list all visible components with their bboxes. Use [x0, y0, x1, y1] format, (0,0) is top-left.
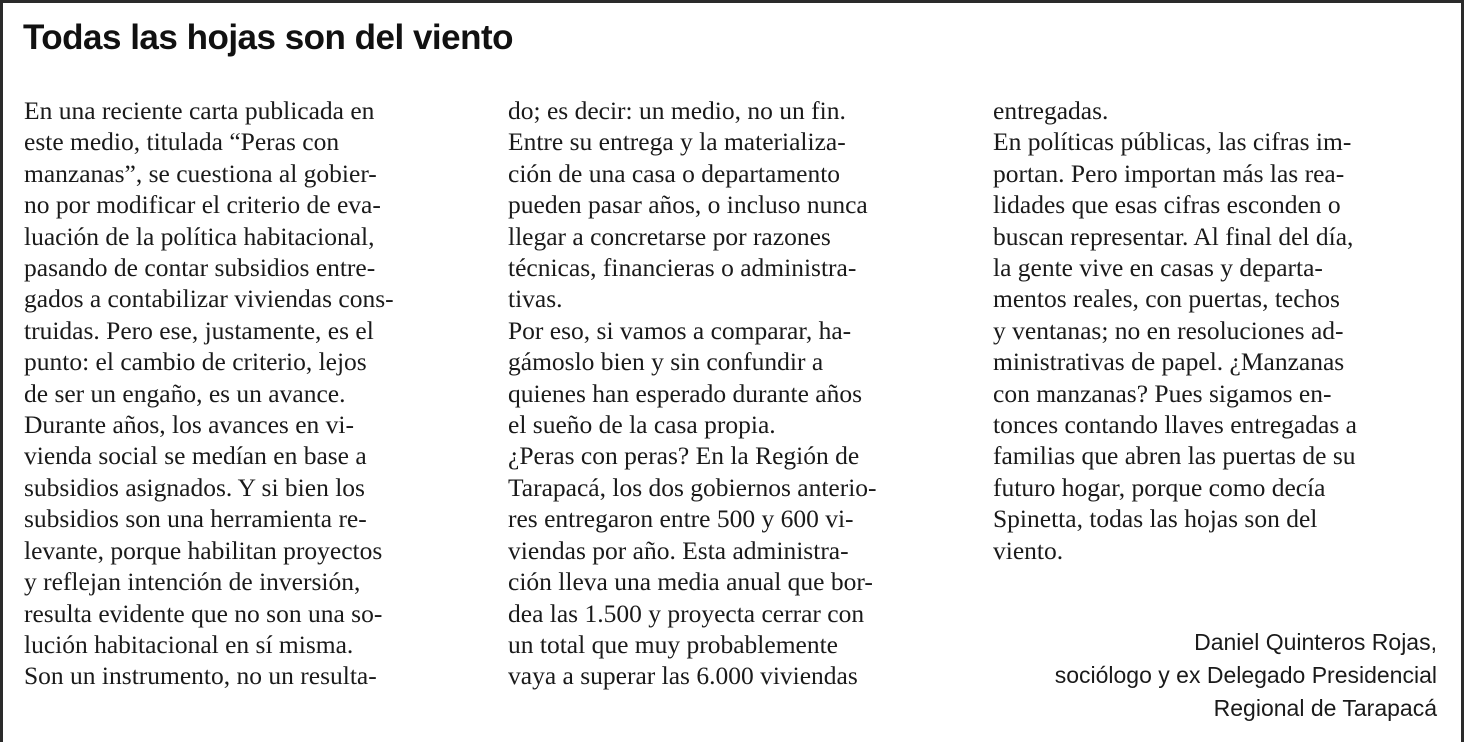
- text-line: truidas. Pero ese, justamente, es el: [24, 315, 374, 345]
- text-line: y ventanas; no en resoluciones ad-: [993, 315, 1344, 345]
- text-line: manzanas”, se cuestiona al gobier-: [24, 158, 377, 188]
- text-line: subsidios son una herramienta re-: [24, 504, 367, 534]
- text-line: con manzanas? Pues sigamos en-: [993, 378, 1332, 408]
- text-line: mentos reales, con puertas, techos: [993, 284, 1340, 314]
- text-line: entregadas.: [993, 96, 1109, 125]
- text-line: la gente vive en casas y departa-: [993, 253, 1323, 283]
- text-line: res entregaron entre 500 y 600 vi-: [508, 504, 854, 534]
- text-line: dea las 1.500 y proyecta cerrar con: [508, 598, 865, 628]
- article-column-2: [508, 95, 958, 692]
- text-line: resulta evidente que no son una so-: [24, 598, 383, 628]
- text-line: punto: el cambio de criterio, lejos: [24, 347, 367, 377]
- text-line: y reflejan intención de inversión,: [24, 567, 361, 597]
- article-column-3: [993, 95, 1443, 566]
- text-line: familias que abren las puertas de su: [993, 441, 1356, 471]
- text-line: vaya a superar las 6.000 viviendas: [508, 661, 858, 691]
- text-line: ción lleva una media anual que bor-: [508, 567, 873, 597]
- text-line: futuro hogar, porque como decía: [993, 472, 1326, 502]
- article-column-1: [24, 95, 474, 692]
- text-line: de ser un engaño, es un avance.: [24, 378, 346, 408]
- text-line: llegar a concretarse por razones: [508, 221, 831, 251]
- text-line: levante, porque habilitan proyectos: [24, 535, 383, 565]
- text-line: Tarapacá, los dos gobiernos anterio-: [508, 472, 877, 502]
- text-line: En una reciente carta publicada en: [24, 96, 375, 125]
- text-line: ción de una casa o departamento: [508, 158, 841, 188]
- text-line: do; es decir: un medio, no un fin.: [508, 96, 846, 125]
- text-line: gados a contabilizar viviendas cons-: [24, 284, 394, 314]
- article-title: Todas las hojas son del viento: [23, 18, 514, 57]
- text-line: ¿Peras con peras? En la Región de: [508, 441, 860, 471]
- text-line: Son un instrumento, no un resulta-: [24, 661, 377, 691]
- text-line: buscan representar. Al final del día,: [993, 221, 1354, 251]
- text-line: Durante años, los avances en vi-: [24, 410, 354, 440]
- signature-line: sociólogo y ex Delegado Presidencial: [1054, 662, 1437, 688]
- text-line: portan. Pero importan más las rea-: [993, 158, 1345, 188]
- signature-line: Regional de Tarapacá: [1213, 695, 1437, 721]
- text-line: este medio, titulada “Peras con: [24, 127, 340, 157]
- text-line: pueden pasar años, o incluso nunca: [508, 190, 868, 220]
- text-line: un total que muy probablemente: [508, 629, 838, 659]
- text-line: Por eso, si vamos a comparar, ha-: [508, 315, 852, 345]
- text-line: técnicas, financieras o administra-: [508, 253, 857, 283]
- text-line: quienes han esperado durante años: [508, 378, 863, 408]
- text-line: lución habitacional en sí misma.: [24, 629, 354, 659]
- text-line: ministrativas de papel. ¿Manzanas: [993, 347, 1345, 377]
- text-line: viendas por año. Esta administra-: [508, 535, 849, 565]
- text-line: vienda social se medían en base a: [24, 441, 367, 471]
- text-line: tonces contando llaves entregadas a: [993, 410, 1357, 440]
- signature-line: Daniel Quinteros Rojas,: [1194, 629, 1437, 655]
- text-line: Spinetta, todas las hojas son del: [993, 504, 1318, 534]
- text-line: En políticas públicas, las cifras im-: [993, 127, 1352, 157]
- text-line: lidades que esas cifras esconden o: [993, 190, 1341, 220]
- text-line: gámoslo bien y sin confundir a: [508, 347, 824, 377]
- text-line: pasando de contar subsidios entre-: [24, 253, 376, 283]
- text-line: tivas.: [508, 284, 563, 314]
- text-line: luación de la política habitacional,: [24, 221, 375, 251]
- text-line: el sueño de la casa propia.: [508, 410, 776, 440]
- text-line: Entre su entrega y la materializa-: [508, 127, 846, 157]
- text-line: no por modificar el criterio de eva-: [24, 190, 381, 220]
- text-line: subsidios asignados. Y si bien los: [24, 472, 365, 502]
- author-signature: [1055, 626, 1437, 725]
- text-line: viento.: [993, 535, 1064, 565]
